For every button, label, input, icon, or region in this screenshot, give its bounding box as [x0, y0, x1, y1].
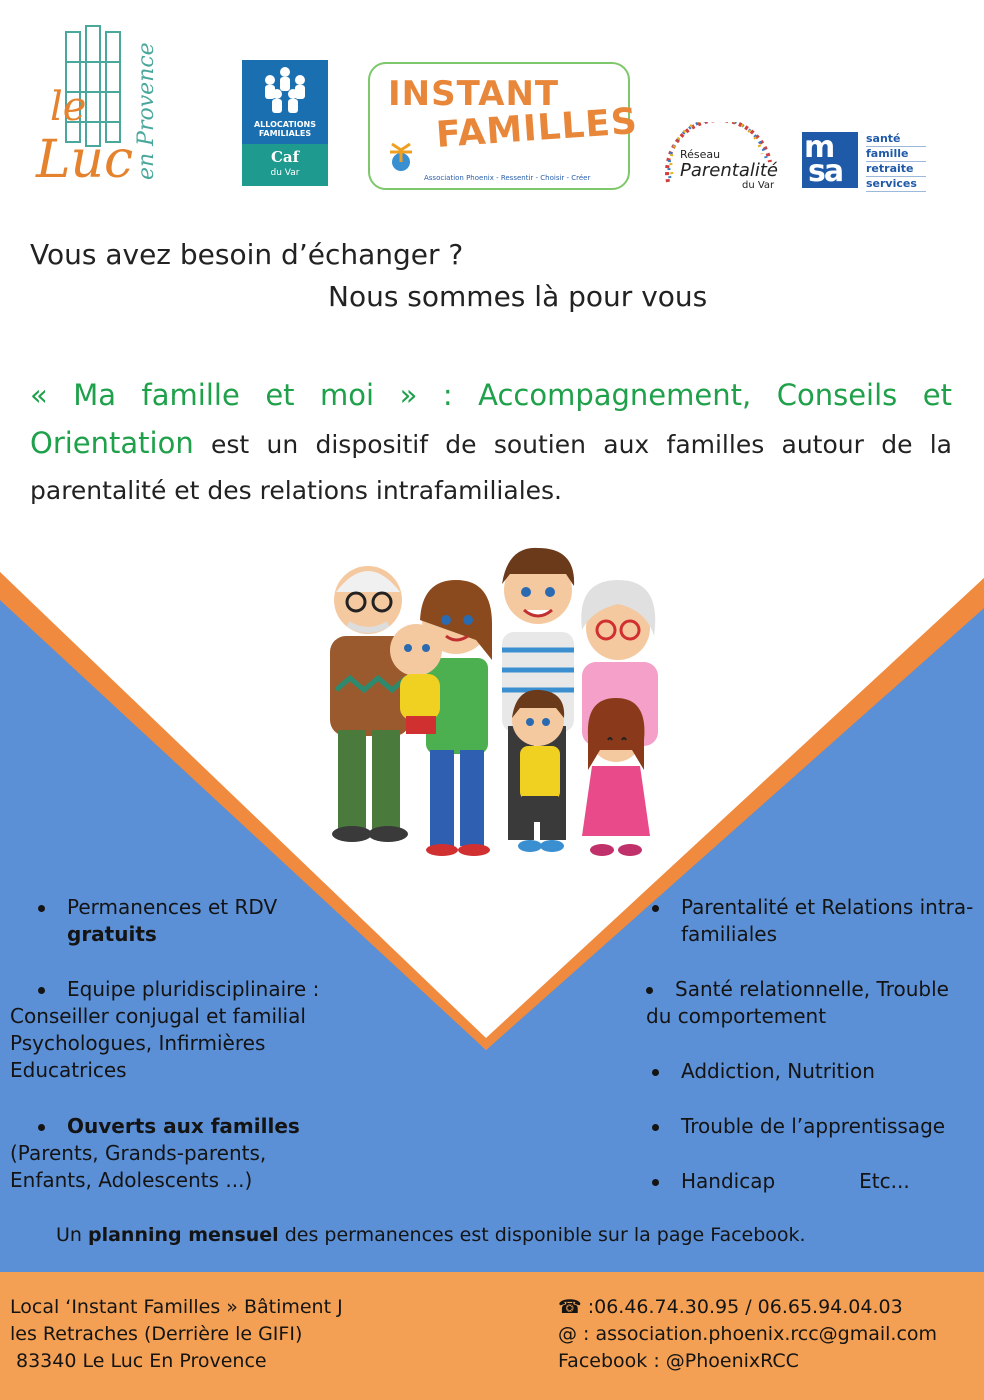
planning-pre: Un: [56, 1224, 88, 1246]
facebook-link[interactable]: Facebook : @PhoenixRCC: [558, 1350, 799, 1372]
bullet-text: du comportement: [646, 1004, 827, 1028]
planning-note: [56, 1224, 806, 1246]
caf-alloc-text: ALLOCATIONS FAMILIALES: [253, 120, 317, 138]
bullet-dot: [38, 987, 45, 994]
bullet-text-bold: gratuits: [67, 922, 157, 946]
intro-question: Vous avez besoin d’échanger ?: [30, 238, 464, 271]
bullet-text: Enfants, Adolescents ...): [10, 1168, 253, 1192]
bullet-addiction: [652, 1058, 982, 1085]
address-line: les Retraches (Derrière le GIFI): [10, 1323, 303, 1345]
bullet-dot: [652, 1179, 659, 1186]
instant-familles-logo: [368, 62, 640, 190]
bullet-handicap: [652, 1168, 982, 1195]
planning-post: des permanences est disponible sur la page Facebook.: [278, 1224, 806, 1246]
bullet-text: Trouble de l’apprentissage: [681, 1114, 946, 1138]
instant-line2: FAMILLES: [434, 101, 640, 156]
bullet-text: Addiction, Nutrition: [681, 1059, 875, 1083]
bullet-text-bold: Ouverts aux familles: [67, 1114, 300, 1138]
msa-line-0: santé: [866, 132, 926, 147]
bullet-text: familiales: [681, 922, 777, 946]
bullet-text: Conseiller conjugal et familial: [10, 1004, 306, 1028]
bullet-dot: [652, 905, 659, 912]
msa-line-1: famille: [866, 147, 926, 162]
le-luc-logo: [30, 22, 159, 192]
luc-name-text: Luc: [36, 130, 134, 190]
bullet-apprentissage: [652, 1113, 982, 1140]
reseau-line3: du Var: [742, 180, 775, 191]
bullet-text: Equipe pluridisciplinaire :: [67, 977, 320, 1001]
caf-name-text: Caf: [270, 148, 300, 166]
bullet-text: Educatrices: [10, 1058, 127, 1082]
footer-address: [10, 1294, 343, 1375]
description-paragraph: [30, 372, 952, 514]
bullet-parentalite: [652, 894, 982, 948]
footer-contacts: [558, 1294, 937, 1375]
phone-numbers: :06.46.74.30.95 / 06.65.94.04.03: [587, 1296, 903, 1318]
bullet-dot: [652, 1124, 659, 1131]
caf-sub-text: du Var: [270, 168, 300, 178]
address-line: 83340 Le Luc En Provence: [16, 1350, 267, 1372]
instant-line1: INSTANT: [388, 74, 560, 114]
bullet-text: Psychologues, Infirmières: [10, 1031, 266, 1055]
bullet-text: Handicap: [681, 1169, 776, 1193]
reseau-line2: Parentalité: [680, 160, 778, 181]
bullet-equipe: [10, 976, 370, 1084]
luc-region-text: en Provence: [134, 42, 159, 180]
msa-logo: m sa santé famille retraite services: [802, 132, 926, 190]
description-rest: est un dispositif de soutien aux familles autour de la parentalité et des relations intrafamiliales.: [30, 430, 952, 505]
footer-contact: [0, 1272, 984, 1400]
girl-figure: [582, 698, 650, 856]
bullet-text: Parentalité et Relations intra-: [681, 895, 974, 919]
instant-assoc-text: Association Phoenix - Ressentir - Choisir - Créer: [424, 174, 591, 182]
family-illustration: [276, 540, 696, 870]
planning-bold: planning mensuel: [88, 1224, 279, 1246]
intro-answer: Nous sommes là pour vous: [328, 280, 708, 313]
bullet-text: Permanences et RDV: [67, 895, 278, 919]
address-line: Local ‘Instant Familles » Bâtiment J: [10, 1296, 343, 1318]
bullet-permanences: [38, 894, 398, 948]
bullet-dot: [652, 1069, 659, 1076]
bullet-ouverts: [10, 1113, 370, 1194]
phone-icon: ☎: [558, 1296, 588, 1318]
bullet-text: Santé relationnelle, Trouble: [675, 977, 949, 1001]
email-link[interactable]: @ : association.phoenix.rcc@gmail.com: [558, 1323, 938, 1345]
bullet-text: (Parents, Grands-parents,: [10, 1141, 267, 1165]
bullet-dot: [38, 905, 45, 912]
caf-logo: [242, 60, 328, 186]
bullet-sante: [646, 976, 976, 1030]
luc-le-text: le: [50, 84, 87, 130]
bullet-dot: [38, 1124, 45, 1131]
description-highlight: « Ma famille et moi » : Accompagnement, Conseils et Orientation: [30, 378, 952, 460]
reseau-parentalite-logo: [658, 122, 782, 192]
msa-line-3: services: [866, 177, 926, 192]
grandfather-figure: [330, 566, 410, 842]
bullet-dot: [646, 987, 653, 994]
bullet-etc: Etc...: [859, 1169, 910, 1193]
caf-family-icon: [256, 64, 314, 118]
reseau-line1: Réseau: [680, 148, 721, 161]
phoenix-palm-icon: [384, 140, 418, 174]
msa-line-2: retraite: [866, 162, 926, 177]
